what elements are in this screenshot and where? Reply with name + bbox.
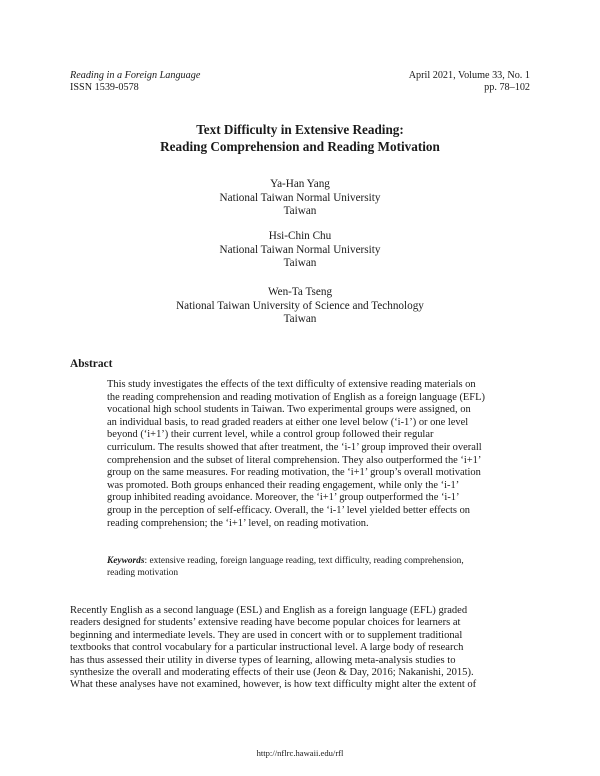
footer-url: http://nflrc.hawaii.edu/rfl — [256, 748, 344, 758]
issn: ISSN 1539-0578 — [70, 82, 139, 93]
body-line: readers designed for students’ extensive reading have become popular choices for learners at — [70, 617, 461, 629]
body-line: has thus assessed their utility in diverse types of learning, allowing meta-analysis studies to — [70, 654, 456, 666]
abstract-line: the reading comprehension and reading motivation of English as a foreign language (EFL) — [107, 391, 485, 403]
author-affiliation: National Taiwan Normal University — [219, 243, 381, 256]
author-block-2 — [0, 230, 600, 271]
abstract-line: vocational high school students in Taiwan. Two experimental groups were assigned, on — [107, 404, 471, 416]
keywords-line-2: reading motivation — [107, 568, 179, 578]
author-affiliation: National Taiwan University of Science and Technology — [176, 299, 424, 312]
abstract-line: group on the same measures. For reading motivation, the ‘i+1’ group’s overall motivation — [107, 467, 481, 479]
author-name: Wen-Ta Tseng — [267, 286, 333, 298]
body-text — [70, 605, 532, 692]
running-header-right — [409, 70, 530, 94]
running-header-left — [70, 70, 200, 94]
body-line: beginning and intermediate levels. They are used in concert with or to supplement traditional — [70, 629, 463, 641]
abstract-line: This study investigates the effects of the text difficulty of extensive reading materials on — [107, 379, 476, 390]
abstract-line: group inhibited reading avoidance. Moreover, the ‘i+1’ group outperformed the ‘i-1’ — [107, 492, 460, 504]
author-name: Hsi-Chin Chu — [268, 230, 332, 242]
paper-title — [0, 121, 600, 155]
keywords-line-1 — [107, 555, 532, 567]
author-block-3 — [0, 286, 600, 327]
abstract-text — [107, 379, 532, 530]
abstract-line: comprehension and the subset of literal comprehension. They also outperformed the ‘i+1’ — [107, 454, 482, 466]
abstract-line: reading comprehension; the ‘i+1’ level, on reading motivation. — [107, 517, 369, 529]
abstract-line: curriculum. The results showed that after treatment, the ‘i-1’ group improved their overall — [107, 441, 482, 453]
author-block-1 — [0, 178, 600, 219]
keywords-list: : extensive reading, foreign language reading, text difficulty, reading comprehension, — [144, 556, 464, 566]
body-line: textbooks that control vocabulary for a particular instructional level. A large body of research — [70, 642, 464, 654]
abstract-line: group in the perception of self-efficacy. Overall, the ‘i-1’ level yielded better effects on — [107, 504, 471, 516]
author-country: Taiwan — [283, 313, 317, 326]
title-line-2: Reading Comprehension and Reading Motivation — [160, 139, 440, 154]
body-line: What these analyses have not examined, however, is how text difficulty might alter the extent of — [70, 679, 477, 691]
abstract-line: was promoted. Both groups enhanced their reading engagement, while only the ‘i-1’ — [107, 479, 460, 491]
abstract-line: an individual basis, to read graded readers at either one level below (‘i-1’) or one level — [107, 416, 469, 428]
keywords — [107, 555, 532, 579]
keywords-label: Keywords — [107, 556, 145, 566]
title-line-1: Text Difficulty in Extensive Reading: — [196, 122, 404, 137]
author-country: Taiwan — [283, 257, 317, 270]
abstract-heading: Abstract — [70, 358, 113, 370]
author-name: Ya-Han Yang — [270, 178, 330, 190]
author-country: Taiwan — [283, 205, 317, 218]
page-range: pp. 78–102 — [484, 82, 530, 93]
body-line: synthesize the overall and moderating effects of their use (Jeon & Day, 2016; Nakanishi, 2015). — [70, 667, 474, 679]
issue-info: April 2021, Volume 33, No. 1 — [408, 70, 530, 81]
journal-name: Reading in a Foreign Language — [70, 70, 201, 81]
abstract-line: beyond (‘i+1’) their current level, while a control group followed their regular — [107, 429, 434, 441]
author-affiliation: National Taiwan Normal University — [219, 191, 381, 204]
body-line: Recently English as a second language (ESL) and English as a foreign language (EFL) graded — [70, 605, 468, 616]
